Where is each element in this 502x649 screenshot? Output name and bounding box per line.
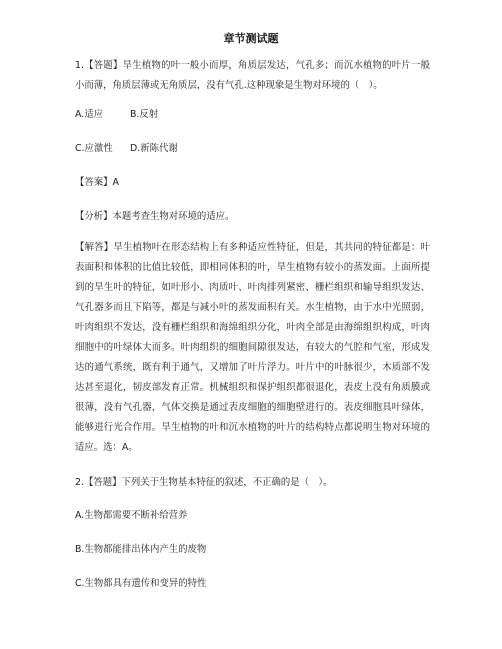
q2-stem: 2.【答题】下列关于生物基本特征的叙述，不正确的是（ ）。	[75, 477, 333, 488]
q1-option-a: A.适应	[75, 109, 103, 120]
q1-answer: 【答案】A	[75, 177, 119, 188]
q2-option-b: B.生物都能排出体内产生的废物	[75, 544, 207, 555]
q1-stem: 1.【答题】旱生植物的叶一般小而厚，角质层发达，气孔多；而沉水植物的叶片一般小而薄，角质层薄或无角质层，没有气孔.这种现象是生物对环境的（ ）。	[75, 60, 430, 91]
q1-explanation: 【解答】旱生植物叶在形态结构上有多种适应性特征，但是，其共同的特征都是：叶表面积和体积的比值比较低，即相同体积的叶，旱生植物有较小的蒸发面。上面所提到的旱生叶的特征，如叶形小、肉质叶、叶肉排列紧密、栅栏组织和输导组织发达、气孔器多而且下陷等，都是与减小叶的蒸发面积有关。水生植物，由于水中光照弱，叶肉组织不发达，没有栅栏组织和海绵组织分化，叶肉全部是由海绵组织构成，叶肉细胞中的叶绿体大而多。叶肉组织的细胞间隙很发达，有较大的气腔和气室，形成发达的通气系统，既有利于通气，又增加了叶片浮力。叶片中的叶脉很少，木质部不发达甚至退化，韧皮部发育正常。机械组织和保护组织都很退化，表皮上没有角质膜或很薄，没有气孔器，气体交换是通过表皮细胞的细胞壁进行的。表皮细胞具叶绿体，能够进行光合作用。旱生植物的叶和沉水植物的叶片的结构特点都说明生物对环境的适应。选：A。	[75, 242, 430, 453]
q1-option-c: C.应激性	[75, 143, 113, 154]
q1-analysis: 【分析】本题考查生物对环境的适应。	[75, 211, 235, 222]
q2-option-a: A.生物都需要不断补给营养	[75, 510, 188, 521]
q1-option-d: D.新陈代谢	[130, 143, 178, 154]
q1-options-row-1	[75, 108, 158, 122]
q1-option-b: B.反射	[130, 109, 159, 120]
page-title: 章节测试题	[223, 32, 279, 45]
q2-option-c: C.生物都具有遗传和变异的特性	[75, 578, 207, 589]
q1-options-row-2	[75, 142, 178, 156]
